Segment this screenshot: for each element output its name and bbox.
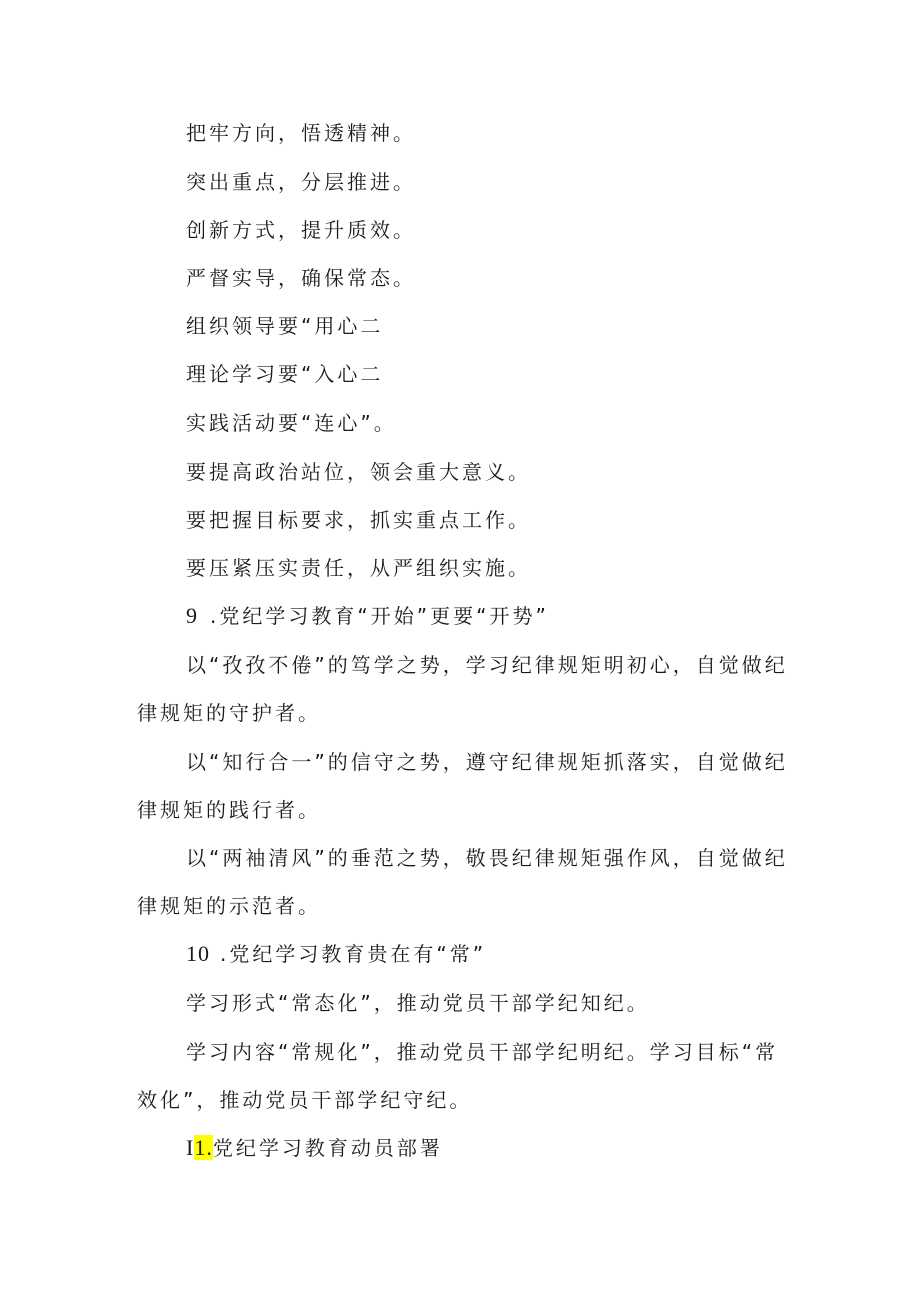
slogan-line: 理论学习要“入心二 [186, 362, 384, 386]
paragraph-line: 效化”，推动党员干部学纪守纪。 [137, 1088, 473, 1112]
paragraph-line: 学习内容“常规化”，推动党员干部学纪明纪。学习目标“常 [186, 1040, 779, 1064]
section-10-title: .党纪学习教育贵在有“常” [220, 942, 487, 966]
paragraph-line: 律规矩的守护者。 [137, 701, 321, 725]
paragraph-line: 律规矩的示范者。 [137, 894, 321, 918]
paragraph-line: 以“孜孜不倦”的笃学之势，学习纪律规矩明初心，自觉做纪 [186, 653, 788, 677]
slogan-line: 严督实导，确保常态。 [186, 266, 416, 290]
section-11-number-prefix: I [186, 1135, 195, 1160]
slogan-line: 组织领导要“用心二 [186, 314, 384, 338]
slogan-line: 突出重点，分层推进。 [186, 170, 416, 194]
section-10-number: 10 [186, 941, 210, 966]
section-9-title: .党纪学习教育“开始”更要“开势” [210, 604, 549, 628]
section-9-heading [186, 603, 826, 629]
section-11-heading [186, 1135, 826, 1161]
slogan-line: 实践活动要“连心”。 [186, 411, 397, 435]
slogan-line: 要压紧压实责任，从严组织实施。 [186, 556, 531, 580]
section-11-title: 党纪学习教育动员部署 [212, 1136, 443, 1160]
paragraph-line: 以“两袖清风”的垂范之势，敬畏纪律规矩强作风，自觉做纪 [186, 846, 788, 870]
section-9-number: 9 [186, 603, 198, 628]
paragraph-line: 律规矩的践行者。 [137, 798, 321, 822]
section-10-heading [186, 941, 826, 967]
paragraph-line: 学习形式“常态化”，推动党员干部学纪知纪。 [186, 991, 650, 1015]
slogan-line: 要把握目标要求，抓实重点工作。 [186, 508, 531, 532]
paragraph-line: 以“知行合一”的信守之势，遵守纪律规矩抓落实，自觉做纪 [186, 750, 788, 774]
slogan-line: 要提高政治站位，领会重大意义。 [186, 460, 531, 484]
slogan-line: 把牢方向，悟透精神。 [186, 121, 416, 145]
slogan-line: 创新方式，提升质效。 [186, 218, 416, 242]
section-11-number-highlight: 1. [194, 1135, 213, 1160]
